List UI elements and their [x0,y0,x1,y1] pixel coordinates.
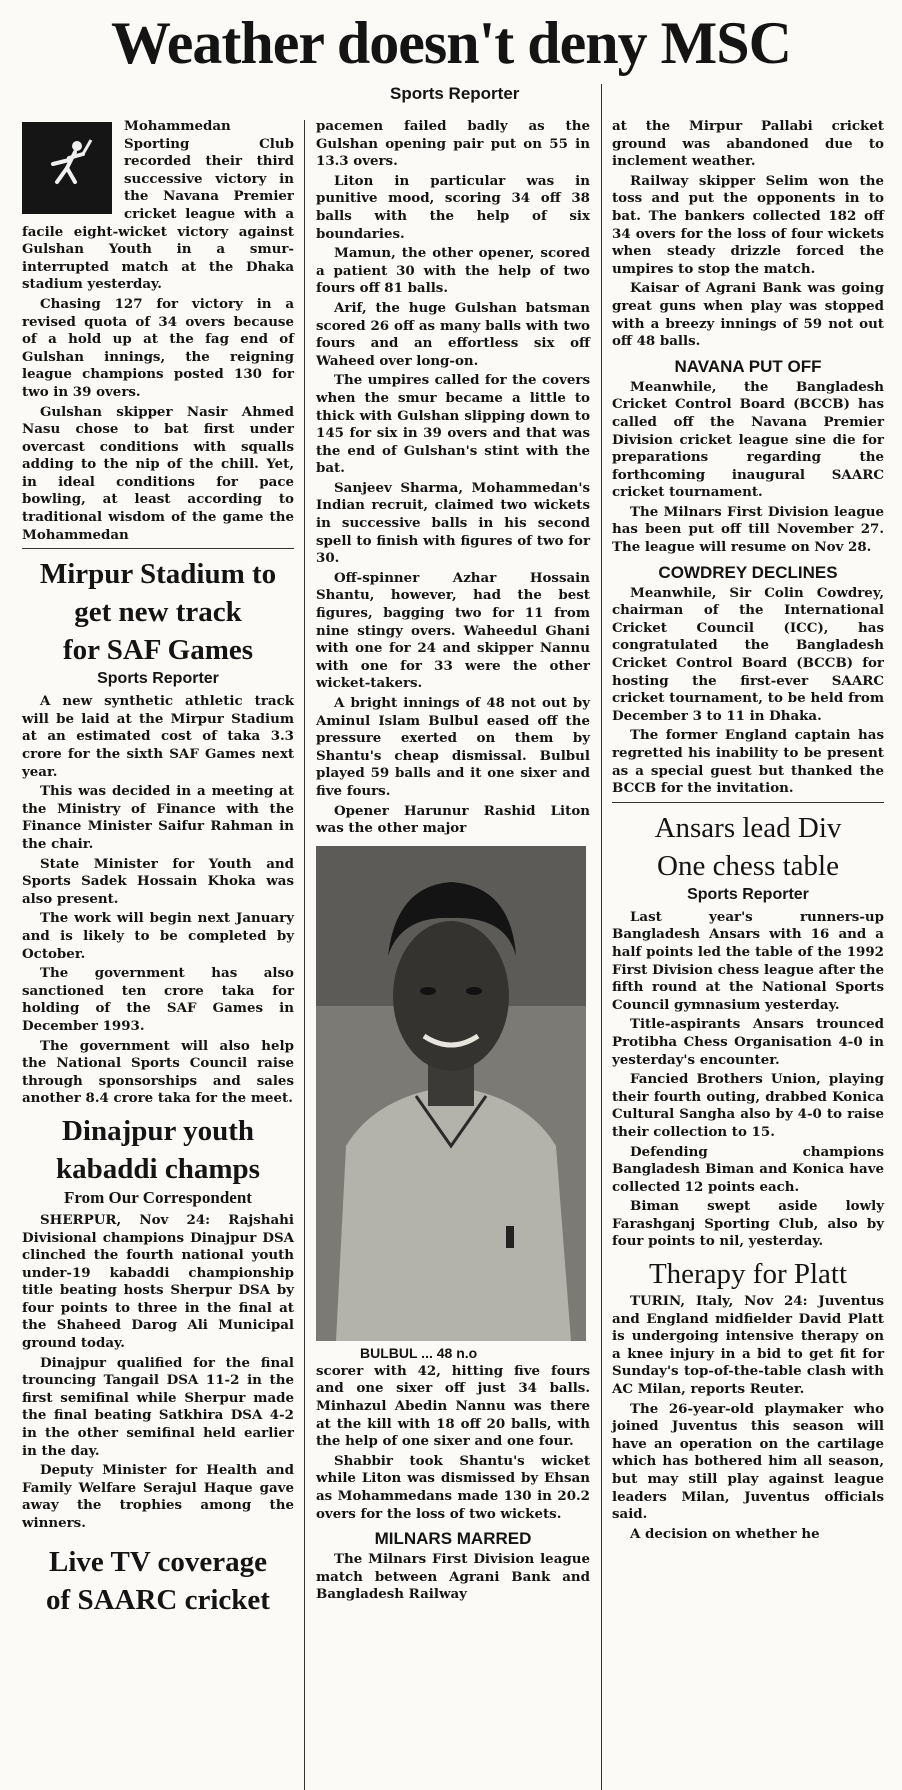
dinajpur-headline-line-1: Dinajpur youth [61,1114,255,1147]
milnars-p3: Railway skipper Selim won the toss and put the opponents in to bat. The bankers collected 182 off 34 overs for the loss of four wickets when steady drizzle forced the umpires to stop the match. [612,172,884,277]
main-story-p3: Gulshan skipper Nasir Ahmed Nasu chose to bat first under overcast conditions with squalls adding to the nip of the chill. Yet, in ideal conditions for pace bowling, at least according to traditional wisdom of the game the Mohammedan [22,403,294,543]
main-byline: Sports Reporter [390,84,520,103]
mirpur-p6: The government will also help the National Sports Council raise through sponsorships and sales another 8.4 crore taka for the meet. [22,1037,294,1107]
main-story-p6: Mamun, the other opener, scored a patient 30 with the help of two fours off 81 balls. [316,245,590,297]
ansars-p5: Biman swept aside lowly Farashganj Sporting Club, also by four points to nil, yesterday. [612,1198,884,1250]
navana-p1: Meanwhile, the Bangladesh Cricket Control Board (BCCB) has called off the Navana Premier Division cricket league sine die for preparations regarding the forthcoming inaugural SAARC cricket tournament. [612,378,884,501]
portrait-illustration [316,846,586,1341]
cowdrey-heading: COWDREY DECLINES [658,562,838,582]
column-rule-2 [601,84,602,1790]
main-story-p13: scorer with 42, hitting five fours and one sixer off just 34 balls. Minhazul Abedin Nannu was there at the kill with 18 off 20 balls, with the help of one sixer and one four. [316,1362,590,1450]
mirpur-headline-line-3: for SAF Games [62,634,254,667]
ansars-p1: Last year's runners-up Bangladesh Ansars with 16 and a half points led the table of the 1992 First Division chess league after the fifth round at the National Sports Council gymnasium yesterday. [612,908,884,1013]
mirpur-p3: State Minister for Youth and Sports Sadek Hossain Khoka was also present. [22,855,294,907]
cowdrey-p1: Meanwhile, Sir Colin Cowdrey, chairman of the International Cricket Council (ICC), has congratulated the Bangladesh Cricket Control Board (BCCB) for hosting the first-ever SAARC cricket tournament, to be held from December 3 to 11 in Dhaka. [612,584,884,724]
main-story-p10: Off-spinner Azhar Hossain Shantu, however, had the best figures, bagging two for 11 from nine stingy overs. Waheedul Ghani with one for 24 and skipper Nannu with one for 33 were the other wicket-takers. [316,569,590,692]
platt-p2: The 26-year-old playmaker who joined Juventus this season will have an operation on the cartilage which has bothered him all season, but may still play against league leaders Milan, Juventus officials said. [612,1400,884,1523]
main-story-p14: Shabbir took Shantu's wicket while Liton was dismissed by Ehsan as Mohammedans made 130 in 20.2 overs for the loss of two wickets. [316,1452,590,1522]
ansars-p3: Fancied Brothers Union, playing their fourth outing, drabbed Konica Cultural Sangha also by 4-0 to raise their collection to 15. [612,1071,884,1140]
milnars-p1: The Milnars First Division league match between Agrani Bank and Bangladesh Railway [316,1551,590,1603]
mirpur-byline: Sports Reporter [97,670,219,688]
dinajpur-p1: SHERPUR, Nov 24: Rajshahi Divisional champions Dinajpur DSA clinched the fourth national youth under-19 kabaddi championship title beating hosts Sherpur DSA by four points to three in the final at the Shaheed Darog Ali Municipal ground today. [22,1211,294,1352]
main-story-p4: pacemen failed badly as the Gulshan opening pair put on 55 in 13.3 overs. [316,118,590,170]
mirpur-p5: The government has also sanctioned ten crore taka for holding of the SAF Games in December 1993. [22,965,294,1034]
main-story-p11: A bright innings of 48 not out by Aminul Islam Bulbul eased off the pressure exerted on them by Shantu's cheap dismissal. Bulbul played 59 balls and it one sixer and five fours. [316,695,590,799]
milnars-p2: at the Mirpur Pallabi cricket ground was abandoned due to inclement weather. [612,118,884,170]
main-story-p12: Opener Harunur Rashid Liton was the other major [316,802,590,837]
dinajpur-byline: From Our Correspondent [64,1187,252,1207]
dinajpur-p2: Dinajpur qualified for the final trouncing Tangail DSA 11-2 in the first semifinal while Sherpur made the final beating Satkhira DSA 4-2 in the other semifinal held earlier in the day. [22,1354,294,1459]
divider [612,802,884,803]
ansars-headline-line-2: One chess table [657,849,839,882]
column-rule-1 [304,120,305,1790]
mirpur-p1: A new synthetic athletic track will be laid at the Mirpur Stadium at an estimated cost of taka 3.3 crore for the sixth SAF Games next year. [22,693,294,780]
mirpur-p2: This was decided in a meeting at the Ministry of Finance with the Finance Minister Saifur Rahman in the chair. [22,783,294,852]
cricketer-icon [39,138,95,198]
mirpur-headline-line-1: Mirpur Stadium to [39,558,277,591]
column-1 [22,118,294,1619]
mirpur-p4: The work will begin next January and is likely to be completed by October. [22,910,294,962]
sports-logo [22,122,112,214]
divider [22,548,294,549]
platt-headline: Therapy for Platt [648,1258,848,1291]
platt-p3: A decision on whether he [630,1525,820,1542]
main-story-p7: Arif, the huge Gulshan batsman scored 26 off as many balls with two fours and an effortless six off Waheed over long-on. [316,299,590,369]
cowdrey-p2: The former England captain has regretted his inability to be present as a special guest but thanked the BCCB for the invitation. [612,727,884,797]
main-story-p9: Sanjeev Sharma, Mohammedan's Indian recruit, claimed two wickets in successive balls in his second spell to finish with figures of two for 30. [316,479,590,567]
ansars-byline: Sports Reporter [687,885,809,903]
main-story-p8: The umpires called for the covers when the smur became a little to thick with Gulshan slipping down to 145 for six in 39 overs and that was the end of Gulshan's stint with the bat. [316,372,590,477]
live-tv-headline-line-2: of SAARC cricket [46,1583,270,1616]
dinajpur-p3: Deputy Minister for Health and Family Welfare Serajul Haque gave away the trophies among the winners. [22,1462,294,1531]
navana-p2: The Milnars First Division league has been put off till November 27. The league will resume on Nov 28. [612,503,884,556]
ansars-p2: Title-aspirants Ansars trounced Protibha Chess Organisation 4-0 in yesterday's encounter. [612,1016,884,1068]
milnars-p4: Kaisar of Agrani Bank was going great guns when play was stopped with a breezy innings of 59 not out off 48 balls. [612,280,884,350]
page-headline: Weather doesn't deny MSC [111,10,791,76]
mirpur-headline-line-2: get new track [74,596,242,629]
milnars-heading: MILNARS MARRED [374,1529,532,1549]
player-photo [316,846,586,1341]
dinajpur-headline-line-2: kabaddi champs [56,1152,260,1185]
main-story-p2: Chasing 127 for victory in a revised quota of 34 overs because of a hold up at the fag end of Gulshan innings, the reigning league champions posted 130 for two in 39 overs. [22,295,294,400]
ansars-p4: Defending champions Bangladesh Biman and Konica have collected 12 points each. [612,1143,884,1195]
ansars-headline-line-1: Ansars lead Div [654,811,842,844]
platt-p1: TURIN, Italy, Nov 24: Juventus and England midfielder David Platt is undergoing intensive therapy on a knee injury in a bid to get fit for Sunday's top-of-the-table clash with AC Milan, reports Reuter. [612,1293,884,1398]
main-story-p1: Mohammedan Sporting Club recorded their third successive victory in the Navana Premier cricket league with a facile eight-wicket victory against Gulshan Youth in a smur-interrupted match at the Dhaka stadium yesterday. [22,118,294,293]
photo-caption: BULBUL ... 48 n.o [360,1344,478,1361]
main-story-p5: Liton in particular was in punitive mood, scoring 34 off 38 balls with the help of six boundaries. [316,172,590,242]
live-tv-headline-line-1: Live TV coverage [49,1545,267,1578]
navana-heading: NAVANA PUT OFF [674,356,822,376]
column-3 [612,118,884,1545]
column-2 [316,118,590,1606]
